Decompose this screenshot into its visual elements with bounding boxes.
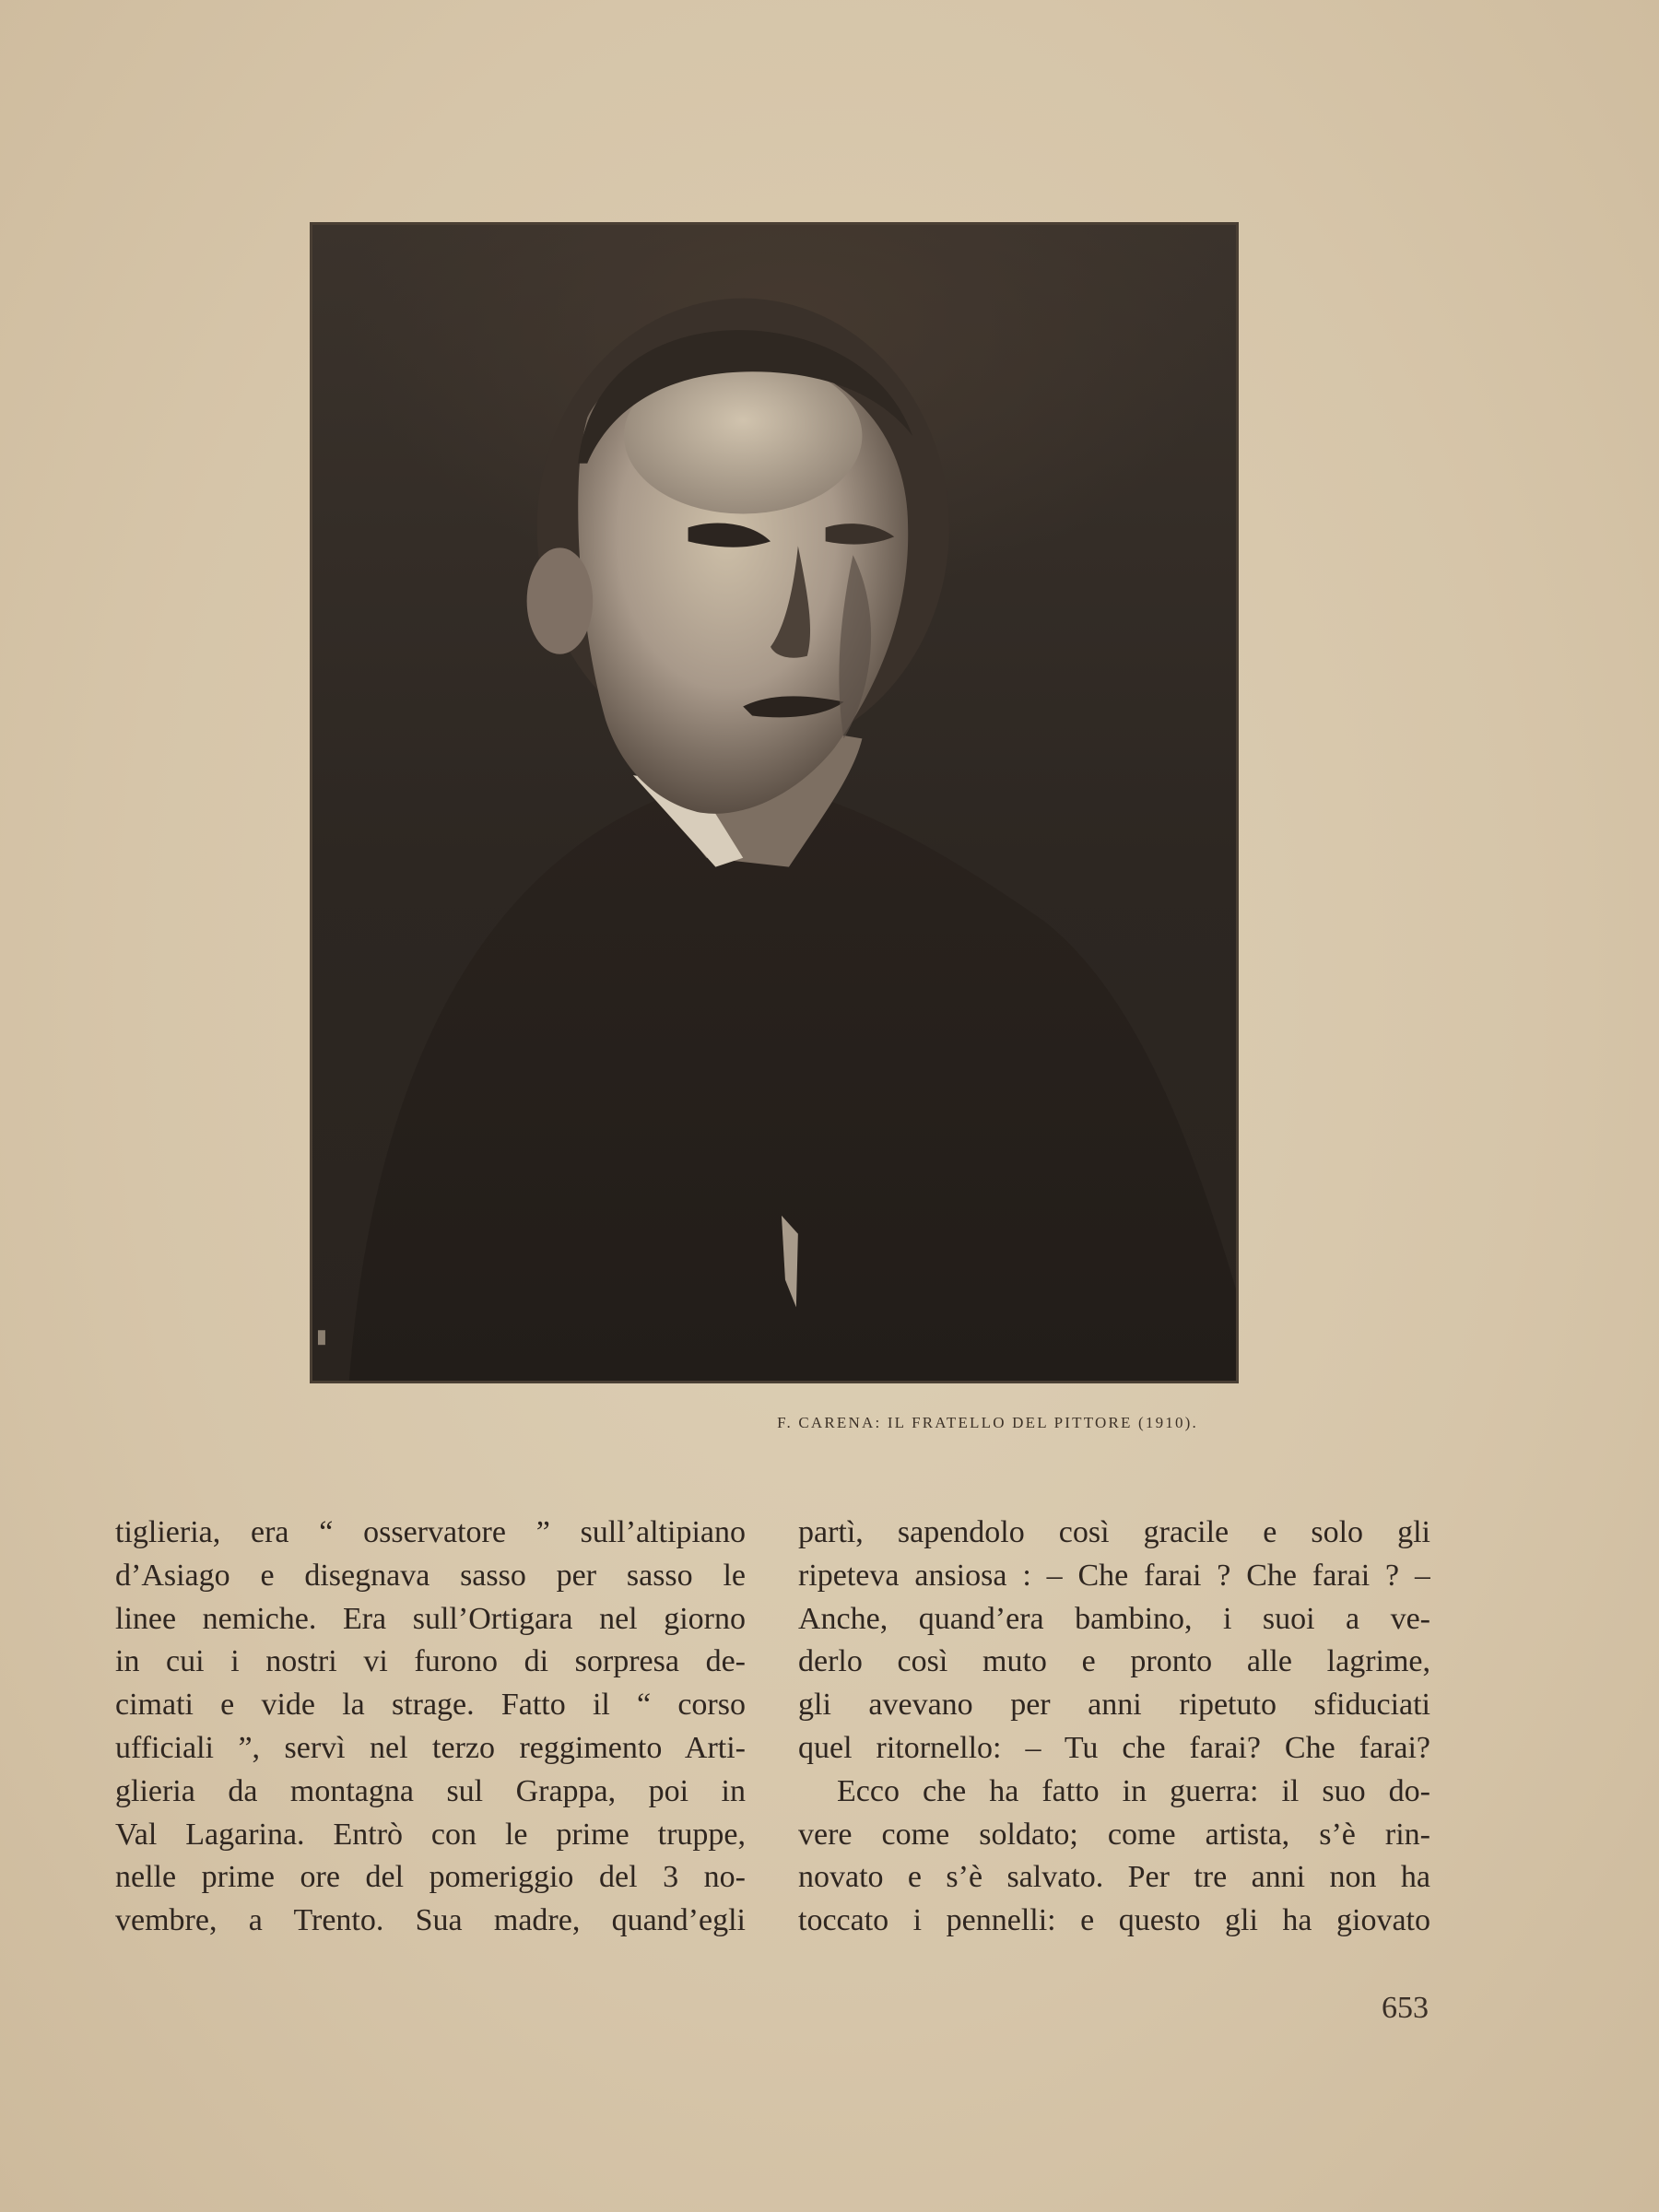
text-line: quel ritornello: – Tu che farai? Che farai? [798, 1730, 1430, 1765]
text-line: derlo così muto e pronto alle lagrime, [798, 1644, 1430, 1679]
text-line: vere come soldato; come artista, s’è rin- [798, 1817, 1430, 1852]
text-column-left [115, 1512, 746, 1943]
text-line: partì, sapendolo così gracile e solo gli [798, 1515, 1430, 1549]
text-line: linee nemiche. Era sull’Ortigara nel giorno [115, 1601, 746, 1636]
portrait-photo [310, 222, 1239, 1383]
text-line: ripeteva ansiosa : – Che farai ? Che farai ? – [798, 1558, 1430, 1593]
text-line: nelle prime ore del pomeriggio del 3 no- [115, 1860, 746, 1895]
text-line: cimati e vide la strage. Fatto il “ corso [115, 1688, 746, 1723]
portrait-figure-image [312, 225, 1236, 1381]
text-line: gli avevano per anni ripetuto sfiduciati [798, 1688, 1430, 1723]
page-number: 653 [1382, 1991, 1429, 2025]
figure-caption: F. CARENA: IL FRATELLO DEL PITTORE (1910). [777, 1414, 1198, 1431]
text-line: d’Asiago e disegnava sasso per sasso le [115, 1558, 746, 1593]
text-line: glieria da montagna sul Grappa, poi in [115, 1773, 746, 1808]
text-line: vembre, a Trento. Sua madre, quand’egli [115, 1903, 746, 1938]
text-column-right [798, 1512, 1430, 1943]
text-line: ufficiali ”, servì nel terzo reggimento Arti- [115, 1730, 746, 1765]
text-line: toccato i pennelli: e questo gli ha giovato [798, 1903, 1430, 1938]
text-line: Val Lagarina. Entrò con le prime truppe, [115, 1817, 746, 1852]
text-line: tiglieria, era “ osservatore ” sull’altipiano [115, 1515, 746, 1549]
paragraph-start-line: Ecco che ha fatto in guerra: il suo do- [837, 1773, 1430, 1808]
text-line: novato e s’è salvato. Per tre anni non ha [798, 1860, 1430, 1895]
text-line: in cui i nostri vi furono di sorpresa de- [115, 1644, 746, 1679]
text-line: Anche, quand’era bambino, i suoi a ve- [798, 1601, 1430, 1636]
